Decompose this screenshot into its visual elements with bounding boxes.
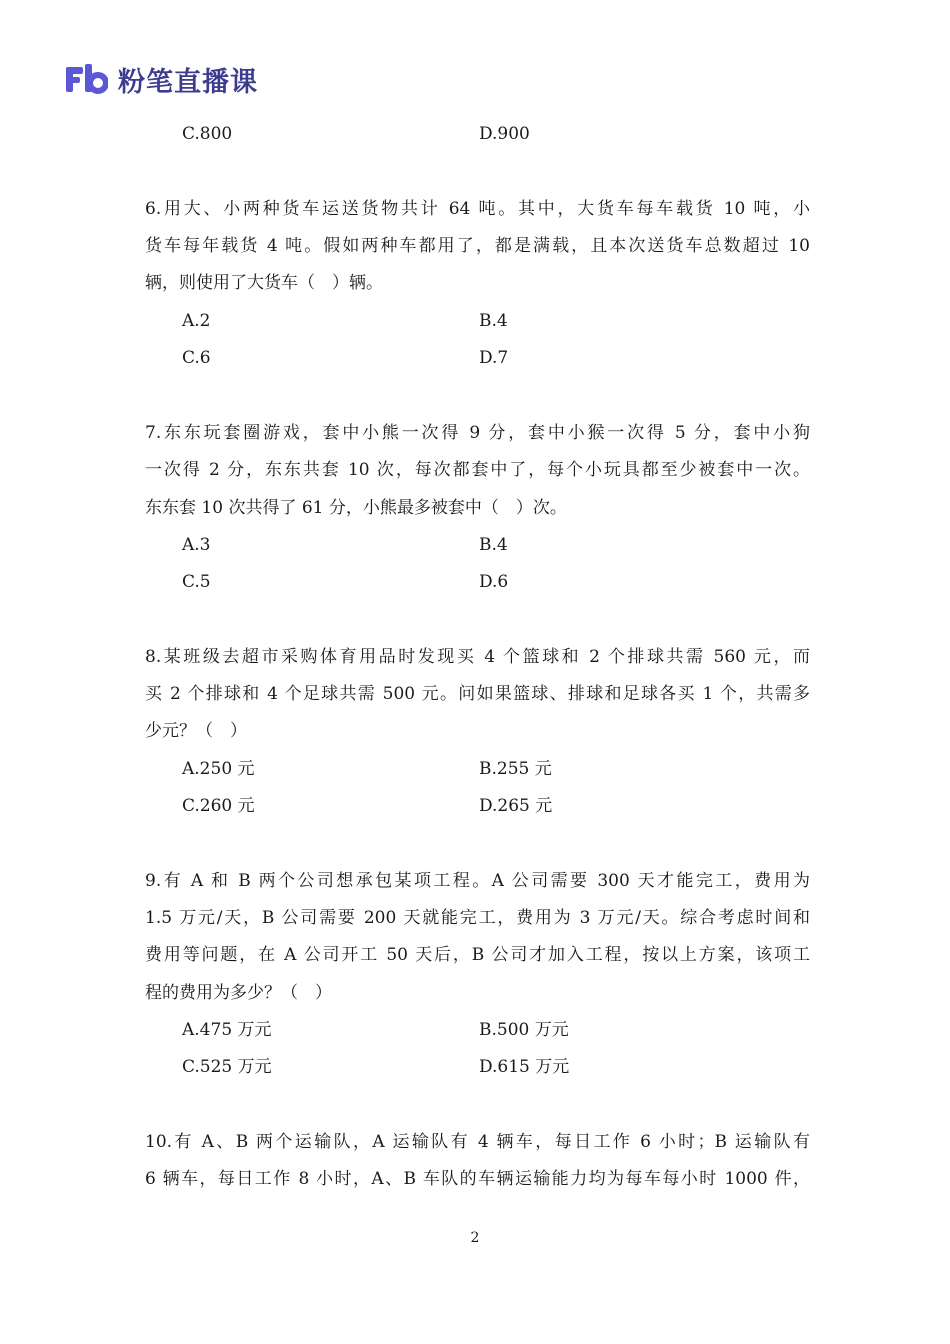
- option-c: C.525 万元: [182, 1057, 272, 1077]
- option-c: C.800: [182, 124, 233, 144]
- question-text-line: 货车每年载货 4 吨。假如两种车都用了，都是满载，且本次送货车总数超过 10: [145, 236, 810, 256]
- question-text-line: 8.某班级去超市采购体育用品时发现买 4 个篮球和 2 个排球共需 560 元，而: [145, 647, 810, 667]
- fb-logo-icon: [66, 64, 108, 94]
- question-text-line: 6.用大、小两种货车运送货物共计 64 吨。其中，大货车每车载货 10 吨，小: [145, 199, 810, 219]
- option-a: A.475 万元: [182, 1020, 272, 1040]
- option-d: D.7: [479, 348, 509, 368]
- question-text-line: 东东套 10 次共得了 61 分，小熊最多被套中（ ）次。: [145, 498, 567, 518]
- question-text-line: 费用等问题，在 A 公司开工 50 天后，B 公司才加入工程，按以上方案，该项工: [145, 945, 810, 965]
- question-text-line: 7.东东玩套圈游戏，套中小熊一次得 9 分，套中小猴一次得 5 分，套中小狗: [145, 423, 810, 443]
- question-text-line: 少元？（ ）: [145, 721, 247, 741]
- question-text-line: 程的费用为多少？（ ）: [145, 983, 332, 1003]
- question-text-line: 一次得 2 分，东东共套 10 次，每次都套中了，每个小玩具都至少被套中一次。: [145, 460, 810, 480]
- option-a: A.3: [182, 535, 211, 555]
- option-d: D.900: [479, 124, 530, 144]
- option-d: D.6: [479, 572, 509, 592]
- brand-logo: [66, 62, 258, 96]
- option-b: B.4: [479, 535, 508, 555]
- question-text-line: 6 辆车，每日工作 8 小时，A、B 车队的车辆运输能力均为每车每小时 1000 件，: [145, 1169, 810, 1189]
- option-b: B.255 元: [479, 759, 552, 779]
- question-text-line: 买 2 个排球和 4 个足球共需 500 元。问如果篮球、排球和足球各买 1 个，共需多: [145, 684, 810, 704]
- page-number: 2: [470, 1230, 480, 1246]
- option-b: B.4: [479, 311, 508, 331]
- question-text-line: 10.有 A、B 两个运输队，A 运输队有 4 辆车，每日工作 6 小时；B 运输队有: [145, 1132, 810, 1152]
- question-text-line: 辆，则使用了大货车（ ）辆。: [145, 273, 383, 293]
- option-c: C.260 元: [182, 796, 255, 816]
- option-c: C.5: [182, 572, 211, 592]
- question-text-line: 1.5 万元/天，B 公司需要 200 天就能完工，费用为 3 万元/天。综合考虑时间和: [145, 908, 810, 928]
- option-a: A.2: [182, 311, 211, 331]
- brand-name: 粉笔直播课: [118, 66, 258, 98]
- option-b: B.500 万元: [479, 1020, 569, 1040]
- option-d: D.615 万元: [479, 1057, 570, 1077]
- option-a: A.250 元: [182, 759, 255, 779]
- option-c: C.6: [182, 348, 211, 368]
- question-text-line: 9.有 A 和 B 两个公司想承包某项工程。A 公司需要 300 天才能完工，费用为: [145, 871, 810, 891]
- option-d: D.265 元: [479, 796, 553, 816]
